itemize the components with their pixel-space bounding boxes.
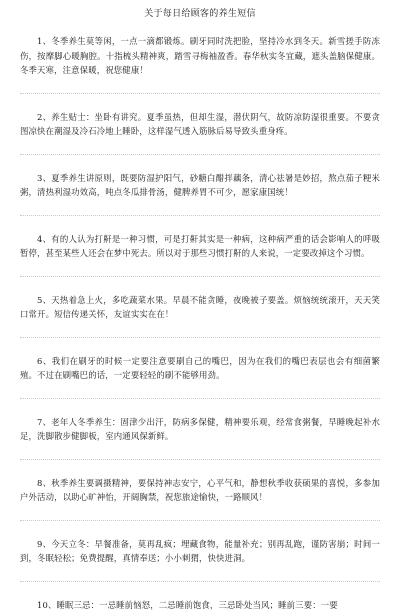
divider (20, 520, 380, 522)
divider (20, 93, 380, 95)
list-item: 1、冬季养生莫等闲，一点一滴都锻炼。刷牙同时洗把脸，坚持冷水到冬天。新雪搓手防冻伤，按摩脚心暖胸腔。十指梳头精神爽，踏雪寻梅袖盈香。春华秋实冬宜藏，遮头盖脑保健康。冬季天寒，注意保暖，祝您健康！ (20, 34, 380, 78)
divider (20, 215, 380, 217)
list-item: 3、夏季养生讲原则，既要防湿护阳气，砂糖白醋拌藕条，清心祛暑是妙招，熬点茄子粳米粥，清热利湿功效高，吨点冬瓜排骨汤，健脾养胃不可少，愿家康国统！ (20, 171, 380, 200)
divider (20, 337, 380, 339)
divider (20, 459, 380, 461)
divider (20, 154, 380, 156)
list-item: 8、秋季养生要调摄精神，要保持神志安宁，心平气和，静想秋季收获硕果的喜悦，多参加户外活动，以助心旷神怡，开阔胸禁，祝您旅途愉快，一路顺风！ (20, 476, 380, 505)
list-item: 9、今天立冬：早餐准备，莫再乱疯；埋藏食物，能量补充；别再乱跑，谨防害崩；时间一到，冬眠轻松；免费提醒，真情奉送；小小刺猬，快快进洞。 (20, 537, 380, 566)
list-item: 10、睡眠三忌：一忌睡前恼怒，二忌睡前饱食，三忌卧处当风；睡前三要：一要 (20, 598, 380, 612)
list-item: 4、有的人认为打鼾是一种习惯，可是打鼾其实是一种病，这种病严重的话会影响人的呼吸暂停，甚至某些人还会在梦中死去。所以对于那些习惯打鼾的人来说，一定要改掉这个习惯。 (20, 232, 380, 261)
list-item: 7、老年人冬季养生：固津少出汗，防病多保健，精神要乐观，经常食粥餐，早睡晚起补水足，洗脚散步健脚板，室内通风保新鲜。 (20, 415, 380, 444)
list-item: 5、天热着急上火，多吃蔬菜水果。早晨不能贪睡，夜晚被子要盖。烦恼统统滚开，天天笑口常开。短信传递关怀，友谊实实在在！ (20, 293, 380, 322)
list-item: 2、养生贴士：坐卧有讲究。夏季虽热，但却生湿，潜伏阴气，故防凉防湿很重要。不要贪图凉快在潮湿及冷石冷地上睡卧，这样湿气透入筋脉后易导致头重身疼。 (20, 110, 380, 139)
divider (20, 581, 380, 583)
divider (20, 398, 380, 400)
list-item: 6、我们在刷牙的时候一定要注意要刷自己的嘴巴，因为在我们的嘴巴表层也会有细菌繁殖。不过在刷嘴巴的话，一定要轻轻的刷不能够用劲。 (20, 354, 380, 383)
divider (20, 276, 380, 278)
document-title: 关于每日给顾客的养生短信 (20, 8, 380, 20)
